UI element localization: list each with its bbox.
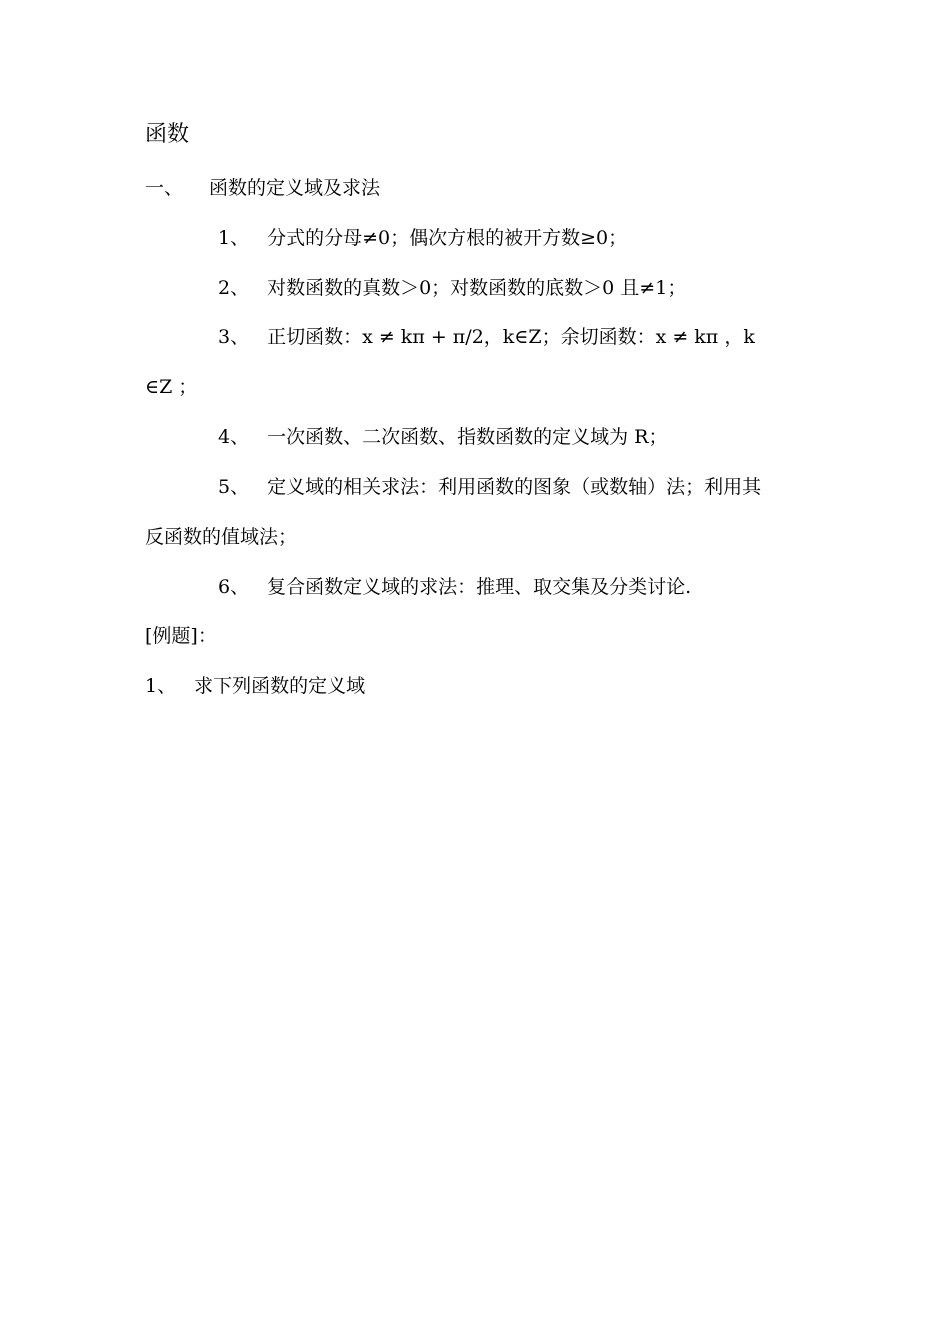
list-item-text: 分式的分母≠0；偶次方根的被开方数≥0； <box>267 227 628 249</box>
list-item-continuation: ∈Z ； <box>145 376 198 398</box>
list-item-marker: 2、 <box>218 277 250 299</box>
list-item-marker: 6、 <box>218 576 250 598</box>
list-item <box>218 575 691 599</box>
list-item-text: 一次函数、二次函数、指数函数的定义域为 R； <box>267 426 668 448</box>
list-item-continuation: 反函数的值域法； <box>145 526 298 548</box>
list-item-text: 定义域的相关求法：利用函数的图象（或数轴）法；利用其 <box>267 476 762 498</box>
list-item <box>218 425 667 449</box>
example-marker: 1、 <box>145 675 177 697</box>
example-text: 求下列函数的定义域 <box>194 675 366 697</box>
section-marker: 一、 <box>145 177 184 199</box>
list-item-marker: 3、 <box>218 326 250 348</box>
list-item-text: 复合函数定义域的求法：推理、取交集及分类讨论. <box>267 576 692 598</box>
list-item <box>218 475 761 499</box>
example-item <box>145 674 365 698</box>
page-title: 函数 <box>145 122 190 147</box>
list-item-marker: 4、 <box>218 426 250 448</box>
list-item <box>218 276 686 300</box>
list-item <box>218 226 627 250</box>
list-item-text: 正切函数：x ≠ kπ + π/2，k∈Z；余切函数：x ≠ kπ ，k <box>267 326 755 348</box>
list-item-text: 对数函数的真数＞0；对数函数的底数＞0 且≠1； <box>267 277 687 299</box>
list-item <box>218 325 813 349</box>
list-item-marker: 5、 <box>218 476 250 498</box>
example-label: [例题]： <box>145 625 217 647</box>
list-item-marker: 1、 <box>218 227 250 249</box>
section-heading-1 <box>145 176 380 200</box>
section-heading-text: 函数的定义域及求法 <box>209 177 381 199</box>
